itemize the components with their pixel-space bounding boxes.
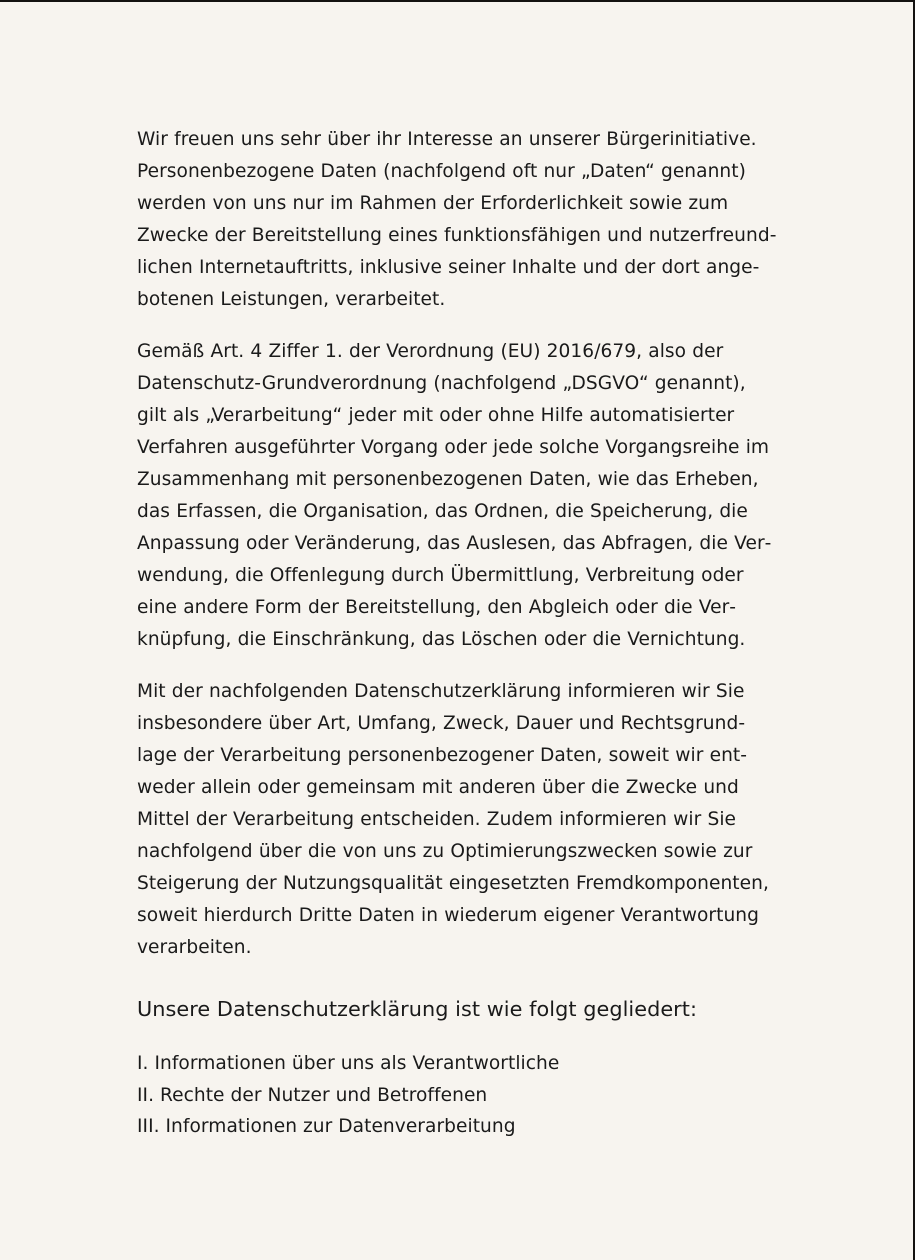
toc-heading: Unsere Datenschutzerklärung ist wie folgt gegliedert: <box>137 997 698 1021</box>
table-of-contents <box>137 1048 777 1143</box>
scope-paragraph: Mit der nachfolgenden Datenschutzerklärung informieren wir Sie insbesondere über Art, Umfang, Zweck, Dauer und Rechtsgrundlage der Verarbeitung personenbezogener Daten, soweit wir entweder allein oder gemeinsam mit anderen über die Zwecke und Mittel der Verarbeitung entscheiden. Zudem informieren wir Sie nachfolgend über die von uns zu Optimierungszwecken sowie zur Steigerung der Nutzungsqualität eingesetzten Fremdkomponenten, soweit hierdurch Dritte Daten in wiederum eigener Verantwortung verarbeiten. <box>137 681 769 958</box>
intro-paragraph: Wir freuen uns sehr über ihr Interesse an unserer Bürgerinitiative. Personenbezogene Daten (nachfolgend oft nur „Daten“ genannt) werden von uns nur im Rahmen der Erforderlichkeit sowie zum Zwecke der Bereitstellung eines funktionsfähigen und nutzerfreundlichen Internetauftritts, inklusive seiner Inhalte und der dort angebotenen Leistungen, verarbeitet. <box>137 129 777 310</box>
toc-item: I. Informationen über uns als Verantwortliche <box>137 1053 560 1074</box>
document-content <box>137 124 777 1143</box>
definition-paragraph: Gemäß Art. 4 Ziffer 1. der Verordnung (EU) 2016/679, also der Datenschutz-Grundverordnung (nachfolgend „DSGVO“ genannt), gilt als „Verarbeitung“ jeder mit oder ohne Hilfe automatisierter Verfahren ausgeführter Vorgang oder jede solche Vorgangsreihe im Zusammenhang mit personenbezogenen Daten, wie das Erheben, das Erfassen, die Organisation, das Ordnen, die Speicherung, die Anpassung oder Veränderung, das Auslesen, das Abfragen, die Verwendung, die Offenlegung durch Übermittlung, Verbreitung oder eine andere Form der Bereitstellung, den Abgleich oder die Verknüpfung, die Einschränkung, das Löschen oder die Vernichtung. <box>137 341 772 650</box>
toc-item: III. Informationen zur Datenverarbeitung <box>137 1116 516 1137</box>
toc-item: II. Rechte der Nutzer und Betroffenen <box>137 1084 488 1106</box>
